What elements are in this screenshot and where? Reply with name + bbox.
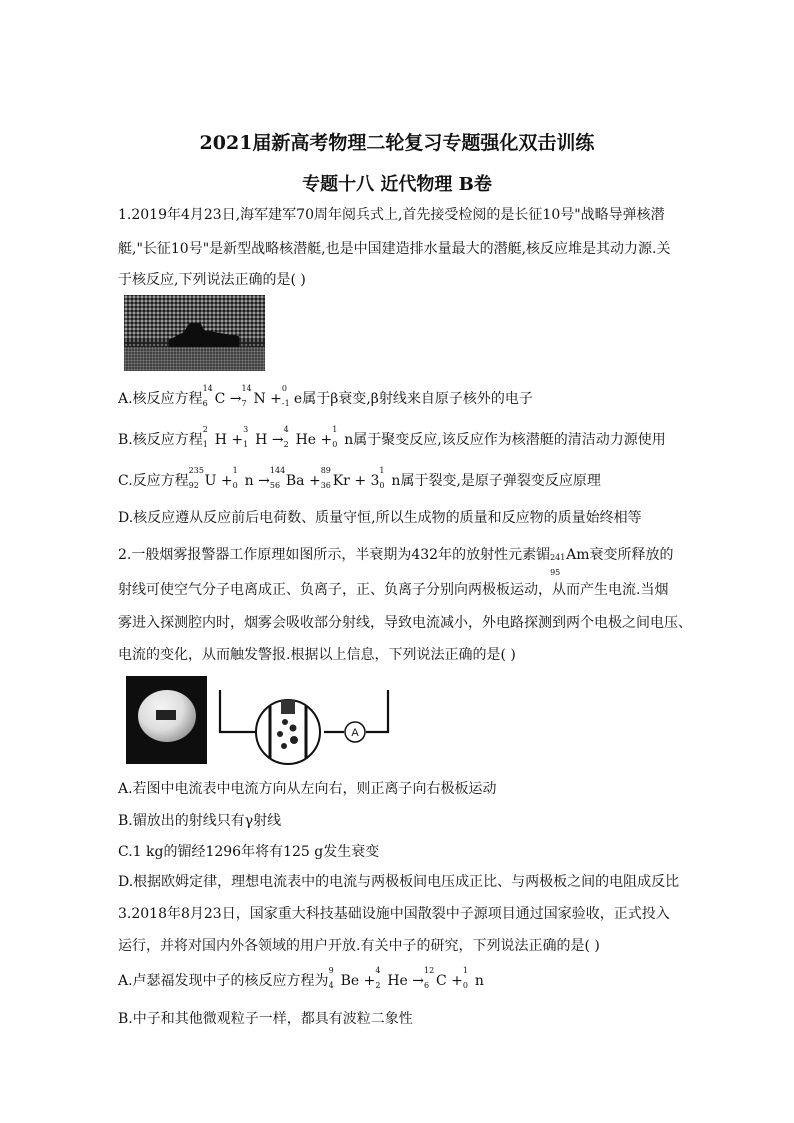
q1-stem-line-3: 于核反应,下列说法正确的是( ): [118, 272, 306, 288]
ammeter-label: A: [351, 727, 359, 739]
q1-option-a: A.核反应方程 14 6 C → 14 7 N + 0 -1 e属于β衰变,β射线来自原子核外的电子: [118, 384, 533, 408]
q2-stem-line-3: 雾进入探测腔内时，烟雾会吸收部分射线，导致电流减小，外电路探测到两个电极之间电压、: [118, 615, 692, 631]
q1-option-c: C.反应方程 235 92 U + 1 0 n → 144 56 Ba + 89 36 Kr + 3 1 0 n属于裂变,是原子弹裂变反应原理: [118, 466, 601, 490]
q2-stem-line-4: 电流的变化，从而触发警报.根据以上信息，下列说法正确的是( ): [118, 647, 516, 663]
q3-stem-line-2: 运行，并将对国内外各领域的用户开放.有关中子的研究，下列说法正确的是( ): [118, 938, 600, 954]
document-title: 2021届新高考物理二轮复习专题强化双击训练: [199, 132, 595, 154]
q2-option-a: A.若图中电流表中电流方向从左向右，则正离子向右极板运动: [118, 781, 497, 797]
q2-option-d: D.根据欧姆定律，理想电流表中的电流与两极板间电压成正比、与两极板之间的电阻成反比: [118, 874, 680, 890]
q3-option-b: B.中子和其他微观粒子一样，都具有波粒二象性: [118, 1011, 413, 1027]
ionization-circuit-diagram: [214, 676, 398, 768]
document-subtitle: 专题十八 近代物理 B卷: [302, 174, 492, 195]
q2-stem-line-2: 射线可使空气分子电离成正、负离子，正、负离子分别向两极板运动，从而产生电流.当烟: [118, 582, 669, 598]
q1-option-d: D.核反应遵从反应前后电荷数、质量守恒,所以生成物的质量和反应物的质量始终相等: [118, 510, 642, 526]
smoke-detector-photo: [126, 676, 207, 764]
submarine-photo: [124, 295, 265, 371]
q1-option-b: B.核反应方程 2 1 H + 3 1 H → 4 2 He + 1 0 n属于聚变反应,该反应作为核潜艇的清洁动力源使用: [118, 425, 666, 449]
q3-option-a: A.卢瑟福发现中子的核反应方程为 9 4 Be + 4 2 He → 12 6 C + 1 0 n: [118, 966, 484, 990]
q2-option-c: C.1 kg的镅经1296年将有125 g发生衰变: [118, 844, 380, 860]
q1-stem-line-2: 艇,"长征10号"是新型战略核潜艇,也是中国建造排水量最大的潜艇,核反应堆是其动力源.关: [118, 241, 671, 257]
q3-stem-line-1: 3.2018年8月23日，国家重大科技基础设施中国散裂中子源项目通过国家验收，正式投入: [118, 906, 670, 922]
q2-stem-line-1: 2.一般烟雾报警器工作原理如图所示，半衰期为432年的放射性元素镅 241 95 Am衰变所释放的: [118, 547, 674, 577]
q2-option-b: B.镅放出的射线只有γ射线: [118, 813, 282, 829]
q1-stem-line-1: 1.2019年4月23日,海军建军70周年阅兵式上,首先接受检阅的是长征10号"战略导弹核潜: [118, 207, 665, 223]
